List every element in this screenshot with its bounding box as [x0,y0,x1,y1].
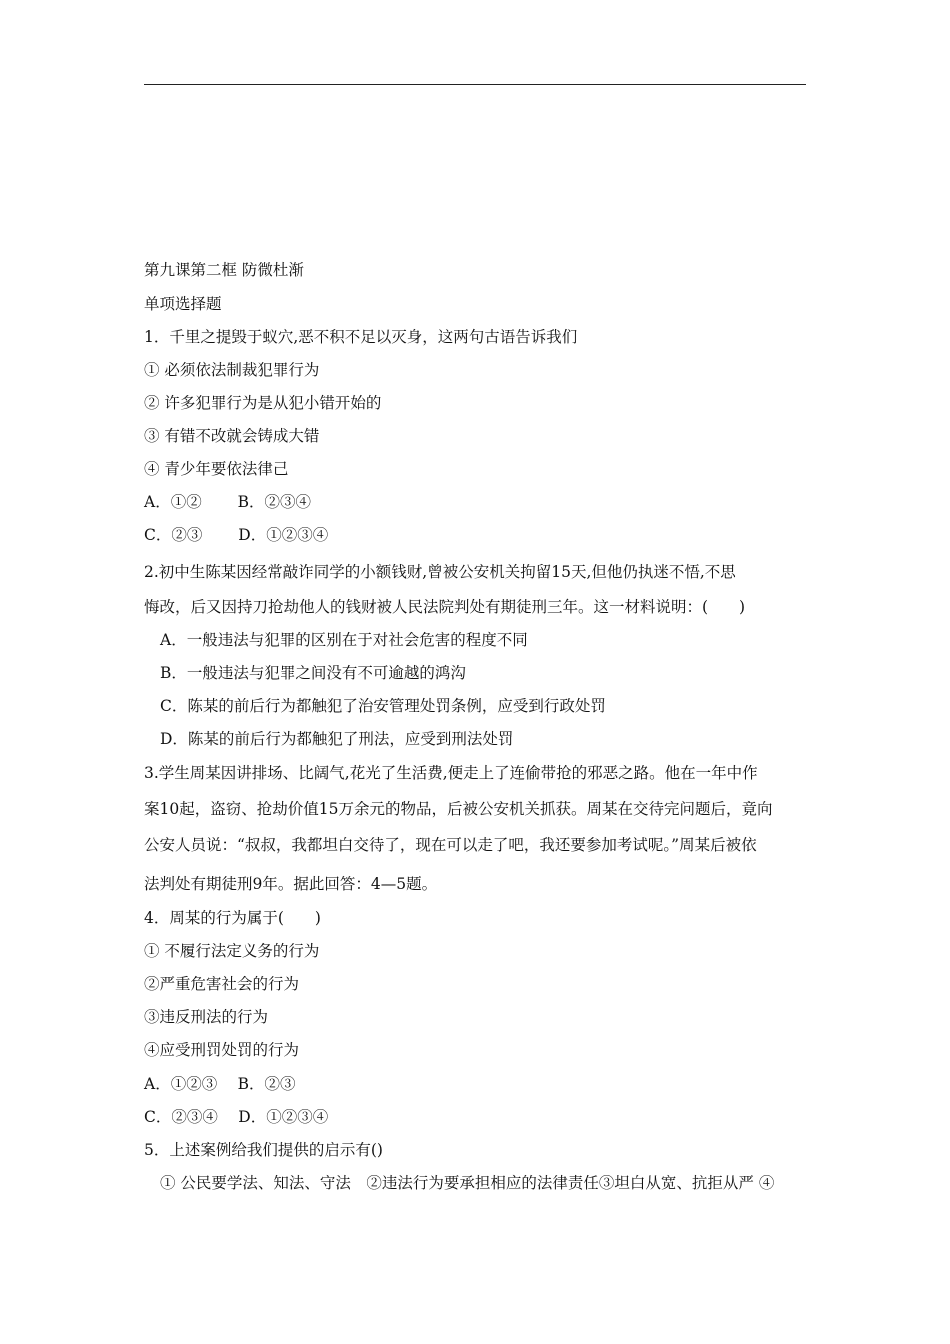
q4-choices-ab: A．①②③ B．②③ [144,1075,296,1093]
q4-choices-cd: C．②③④ D．①②③④ [144,1108,329,1126]
question-1: 1．千里之提毁于蚁穴,恶不积不足以灭身，这两句古语告诉我们 [144,328,578,346]
section-heading: 单项选择题 [144,295,222,313]
q4-option-1: ① 不履行法定义务的行为 [144,942,320,960]
q4-option-3: ③违反刑法的行为 [144,1008,269,1026]
q1-option-2: ② 许多犯罪行为是从犯小错开始的 [144,394,382,412]
q4-option-4: ④应受刑罚处罚的行为 [144,1041,300,1059]
header-rule [144,84,806,85]
q2-choice-d: D．陈某的前后行为都触犯了刑法，应受到刑法处罚 [160,730,514,748]
question-2-line-1: 2.初中生陈某因经常敲诈同学的小额钱财,曾被公安机关拘留15天,但他仍执迷不悟,不思 [144,563,736,581]
q2-choice-c: C．陈某的前后行为都触犯了治安管理处罚条例，应受到行政处罚 [160,697,606,715]
question-2-line-2: 悔改，后又因持刀抢劫他人的钱财被人民法院判处有期徒刑三年。这一材料说明：( ) [144,598,746,616]
question-3-line-1: 3.学生周某因讲排场、比阔气,花光了生活费,便走上了连偷带抢的邪恶之路。他在一年中作 [144,764,758,782]
lesson-title: 第九课第二框 防微杜渐 [144,261,304,279]
q1-option-4: ④ 青少年要依法律己 [144,460,289,478]
q1-option-3: ③ 有错不改就会铸成大错 [144,427,320,445]
question-5: 5．上述案例给我们提供的启示有() [144,1141,383,1159]
question-3-line-3: 公安人员说：“叔叔，我都坦白交待了，现在可以走了吧，我还要参加考试呢。”周某后被依 [144,836,757,854]
q1-choices-ab: A．①② B．②③④ [144,493,312,511]
q1-choices-cd: C．②③ D．①②③④ [144,526,329,544]
question-3-line-4: 法判处有期徒刑9年。据此回答：4—5题。 [144,875,438,893]
q4-option-2: ②严重危害社会的行为 [144,975,300,993]
question-3-line-2: 案10起，盗窃、抢劫价值15万余元的物品，后被公安机关抓获。周某在交待完问题后，竟向 [144,800,773,818]
q5-options: ① 公民要学法、知法、守法 ②违法行为要承担相应的法律责任③坦白从宽、抗拒从严 ④ [160,1174,775,1192]
q1-option-1: ① 必须依法制裁犯罪行为 [144,361,320,379]
q2-choice-b: B．一般违法与犯罪之间没有不可逾越的鸿沟 [160,664,466,682]
q2-choice-a: A．一般违法与犯罪的区别在于对社会危害的程度不同 [160,631,528,649]
question-4: 4．周某的行为属于( ) [144,909,321,927]
